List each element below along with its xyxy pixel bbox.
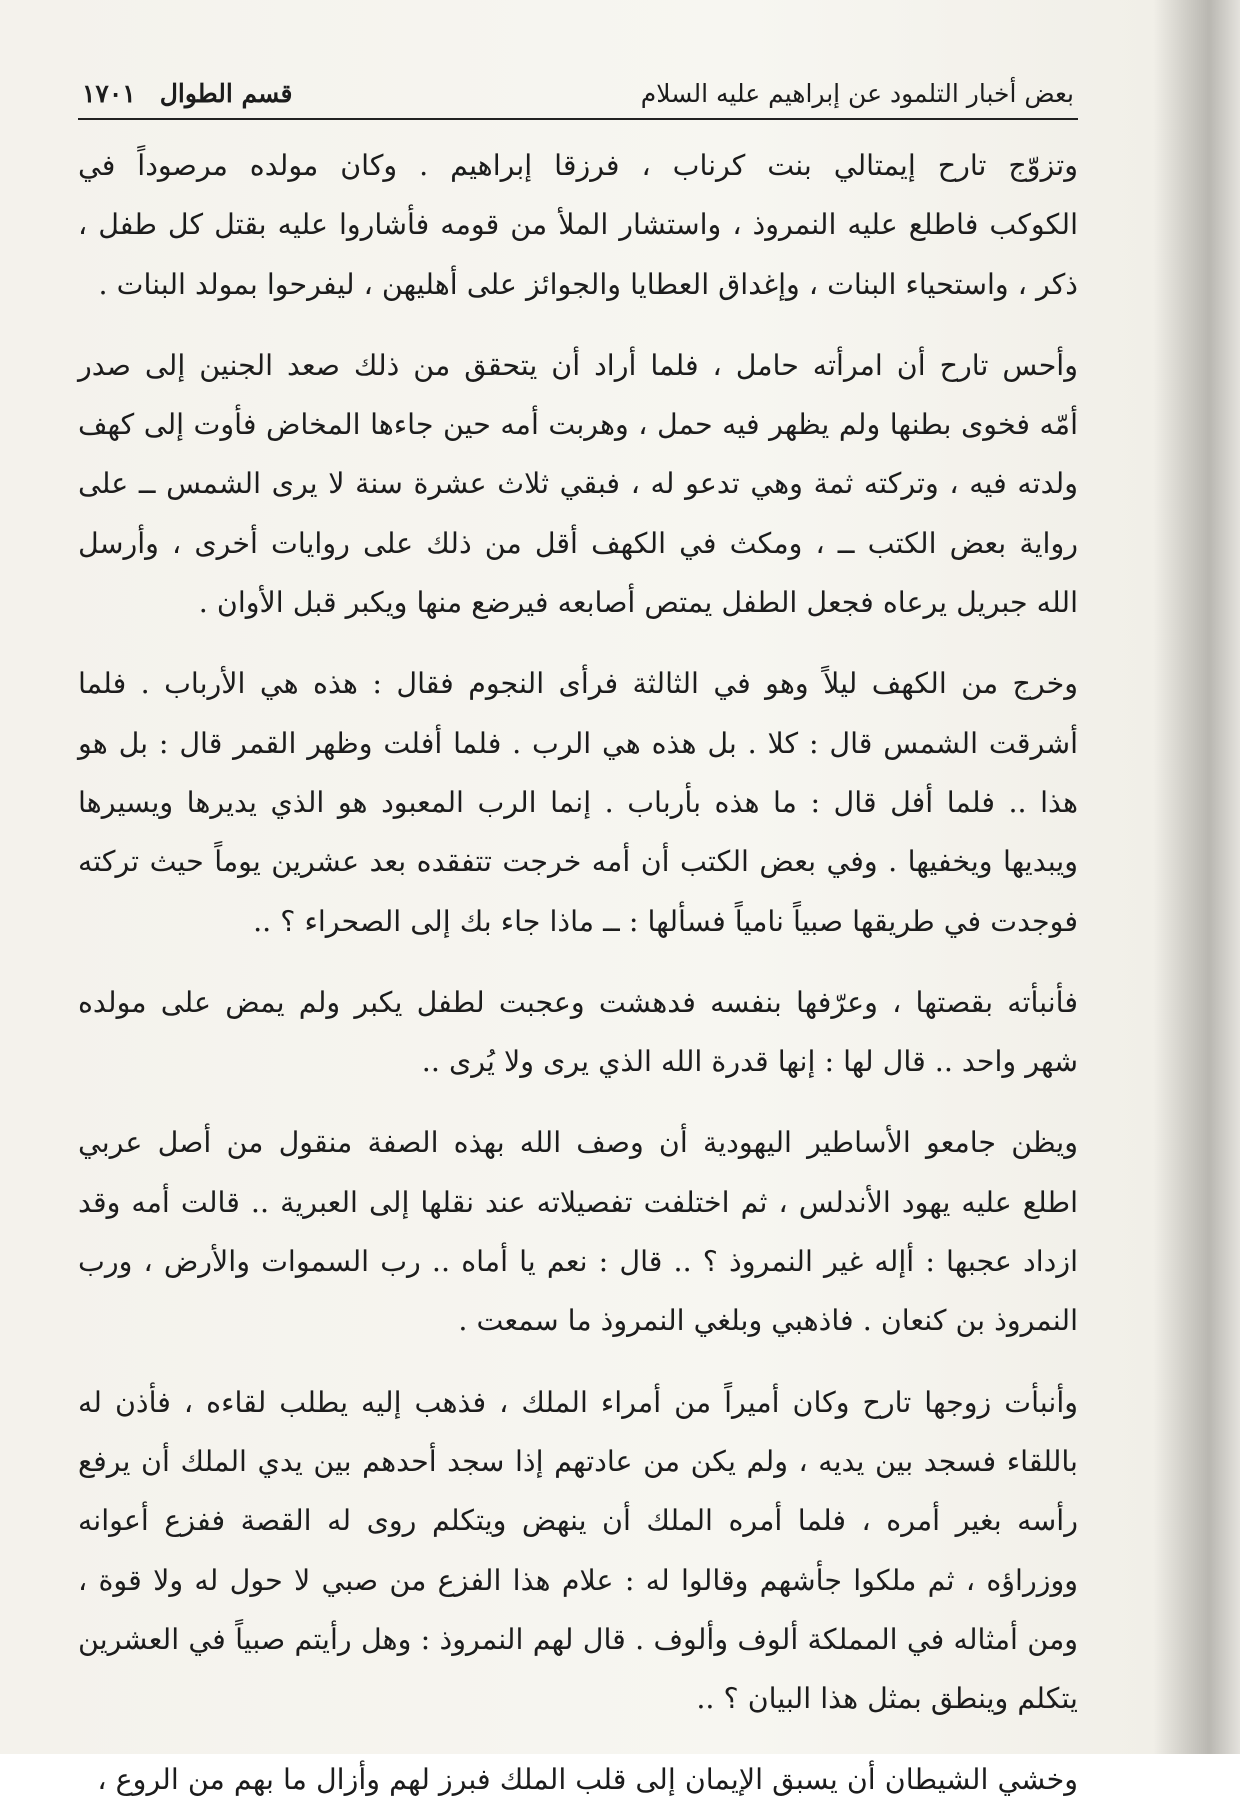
body-text [78,136,1078,1810]
text-line: وتزوّج تارح إيمتالي بنت كرناب ، فرزقا إبراهيم . وكان مولده مرصوداً في [78,149,1078,182]
paragraph [78,654,1078,950]
paragraph-gap [78,1091,1078,1113]
text-line: وأنبأت زوجها تارح وكان أميراً من أمراء الملك ، فذهب إليه يطلب لقاءه ، فأذن له [78,1385,1078,1419]
text-line: يتكلم وينطق بمثل هذا البيان ؟ .. [696,1682,1078,1716]
paragraph-gap [78,632,1078,654]
text-line: ذكر ، واستحياء البنات ، وإغداق العطايا والجوائز على أهليهن ، ليفرحوا بمولد البنات . [98,267,1078,301]
text-line: رواية بعض الكتب ــ ، ومكث في الكهف أقل من ذلك على روايات أخرى ، وأرسل [78,526,1078,560]
text-line: ولدته فيه ، وتركته ثمة وهي تدعو له ، فبقي ثلاث عشرة سنة لا يرى الشمس ــ على [78,467,1078,501]
paragraph-gap [78,951,1078,973]
text-line: فوجدت في طريقها صبياً نامياً فسألها : ــ ماذا جاء بك إلى الصحراء ؟ .. [253,904,1078,938]
paragraph [78,1113,1078,1350]
page-content [78,58,1078,1810]
text-line: باللقاء فسجد بين يديه ، ولم يكن من عادتهم إذا سجد أحدهم بين يدي الملك أن يرفع [78,1444,1078,1478]
section-title: قسم الطوال [159,79,293,108]
paragraph-gap [78,1728,1078,1750]
text-line: رأسه بغير أمره ، فلما أمره الملك أن ينهض ويتكلم روى له القصة ففزع أعوانه [78,1504,1078,1538]
paragraph [78,136,1078,314]
paragraph [78,1373,1078,1729]
text-line: ويظن جامعو الأساطير اليهودية أن وصف الله بهذه الصفة منقول من أصل عربي [78,1126,1078,1160]
text-line: ومن أمثاله في المملكة ألوف وألوف . قال لهم النمروذ : وهل رأيتم صبياً في العشرين [78,1622,1078,1656]
text-line: الكوكب فاطلع عليه النمروذ ، واستشار الملأ من قومه فأشاروا عليه بقتل كل طفل ، [78,208,1078,242]
text-line: فأنبأته بقصتها ، وعرّفها بنفسه فدهشت وعجبت لطفل يكبر ولم يمض على مولده [78,985,1078,1019]
text-line: ويبديها ويخفيها . وفي بعض الكتب أن أمه خرجت تتفقده بعد عشرين يوماً حيث تركته [78,845,1078,879]
header-section-group [82,79,292,108]
text-line: وأحس تارح أن امرأته حامل ، فلما أراد أن يتحقق من ذلك صعد الجنين إلى صدر [78,348,1078,382]
paragraph-gap [78,314,1078,336]
header-rule [78,118,1078,120]
text-line: وخرج من الكهف ليلاً وهو في الثالثة فرأى النجوم فقال : هذه هي الأرباب . فلما [78,667,1078,701]
text-line: الله جبريل يرعاه فجعل الطفل يمتص أصابعه فيرضع منها ويكبر قبل الأوان . [198,586,1078,620]
text-line: اطلع عليه يهود الأندلس ، ثم اختلفت تفصيلاته عند نقلها إلى العبرية .. قالت أمه وقد [78,1185,1078,1219]
text-line: وخشي الشيطان أن يسبق الإيمان إلى قلب الملك فبرز لهم وأزال ما بهم من الروع ، [97,1763,1078,1797]
running-title: بعض أخبار التلمود عن إبراهيم عليه السلام [640,79,1074,108]
text-line: أمّه فخوى بطنها ولم يظهر فيه حمل ، وهربت أمه حين جاءها المخاض فأوت إلى كهف [78,408,1078,442]
paragraph-gap [78,1351,1078,1373]
text-line: أشرقت الشمس قال : كلا . بل هذه هي الرب . فلما أفلت وظهر القمر قال : بل هو [78,726,1078,760]
paragraph [78,973,1078,1092]
paragraph [78,336,1078,632]
text-line: هذا .. فلما أفل قال : ما هذه بأرباب . إنما الرب المعبود هو الذي يديرها ويسيرها [78,785,1078,819]
text-line: ازداد عجبها : أإله غير النمروذ ؟ .. قال : نعم يا أماه .. رب السموات والأرض ، ورب [78,1245,1078,1279]
text-line: النمروذ بن كنعان . فاذهبي وبلغي النمروذ ما سمعت . [458,1304,1078,1338]
page-number: ١٧٠١ [82,79,136,108]
page-header [78,58,1078,108]
paragraph [78,1750,1078,1809]
text-line: شهر واحد .. قال لها : إنها قدرة الله الذي يرى ولا يُرى .. [421,1045,1078,1079]
text-line: ووزراؤه ، ثم ملكوا جأشهم وقالوا له : علام هذا الفزع من صبي لا حول له ولا قوة ، [78,1563,1078,1597]
